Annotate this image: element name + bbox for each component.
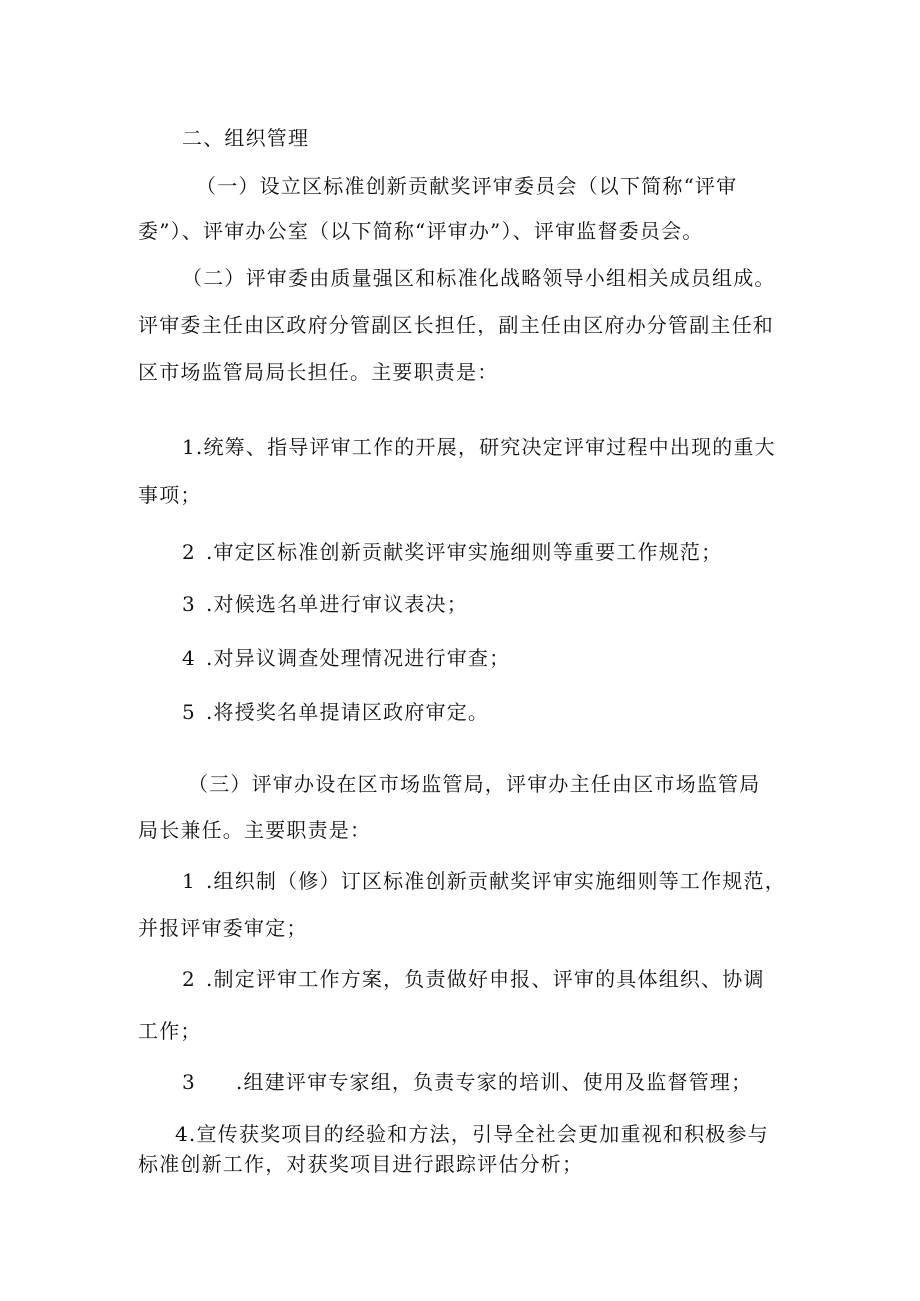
duty-committee-2: [182, 538, 722, 566]
duty-text: .将授奖名单提请区政府审定。: [205, 700, 490, 724]
duty-office-1-line1: [182, 867, 786, 895]
duty-committee-1-line1: [182, 433, 776, 461]
duty-number: 5: [182, 700, 196, 724]
duty-office-3: [182, 1068, 752, 1096]
duty-text: .对候选名单进行审议表决；: [205, 592, 468, 616]
duty-office-4-line2: 标准创新工作，对获奖项目进行跟踪评估分析；: [138, 1152, 584, 1176]
item2-line3: 区市场监管局局长担任。主要职责是：: [138, 360, 499, 384]
duty-number: 1.: [182, 435, 204, 459]
duty-office-1-line2: 并报评审委审定；: [138, 916, 308, 940]
item2-line1: （二）评审委由质量强区和标准化战略领导小组相关成员组成。: [182, 266, 776, 290]
item1-line1: （一）设立区标准创新贡献奖评审委员会（以下简称“评审: [196, 174, 738, 198]
duty-text: .制定评审工作方案，负责做好申报、评审的具体组织、协调: [205, 967, 765, 991]
duty-office-2-line1: [182, 965, 765, 993]
duty-text: 宣传获奖项目的经验和方法，引导全社会更加重视和积极参与: [196, 1122, 769, 1146]
duty-text: .对异议调查处理情况进行审查；: [205, 646, 511, 670]
duty-number: 1: [182, 869, 196, 893]
item2-line2: 评审委主任由区政府分管副区长担任，副主任由区府办分管副主任和: [138, 313, 774, 337]
duty-number: 4: [182, 646, 196, 670]
duty-office-2-line2: 工作；: [138, 1019, 202, 1043]
duty-number: 3: [182, 592, 196, 616]
duty-number: 4.: [175, 1122, 197, 1146]
duty-committee-3: [182, 590, 468, 618]
section-heading: 二、组织管理: [182, 126, 310, 150]
item3-line1: （三）评审办设在区市场监管局，评审办主任由区市场监管局: [188, 772, 761, 796]
item3-line2: 局长兼任。主要职责是：: [138, 818, 372, 842]
duty-number: 2: [182, 967, 196, 991]
duty-text: 统筹、指导评审工作的开展，研究决定评审过程中出现的重大: [203, 435, 776, 459]
item1-line2: 委”）、评审办公室（以下简称“评审办”）、评审监督委员会。: [138, 219, 704, 243]
duty-office-4-line1: [175, 1120, 769, 1148]
duty-text: .组织制（修）订区标准创新贡献奖评审实施细则等工作规范，: [205, 869, 786, 893]
duty-committee-5: [182, 698, 489, 726]
duty-committee-4: [182, 644, 510, 672]
duty-text: .组建评审专家组，负责专家的培训、使用及监督管理；: [235, 1070, 753, 1094]
duty-text: .审定区标准创新贡献奖评审实施细则等重要工作规范；: [205, 540, 723, 564]
duty-number: 3: [182, 1070, 196, 1094]
duty-committee-1-line2: 事项；: [138, 483, 202, 507]
duty-number: 2: [182, 540, 196, 564]
